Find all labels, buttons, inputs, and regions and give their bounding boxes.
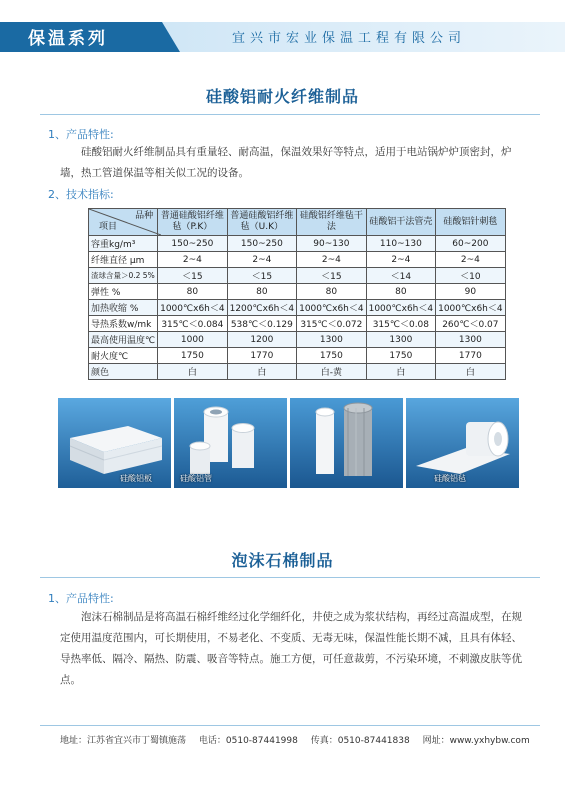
table-cell: ＜10 [436,268,506,284]
table-row [89,252,506,268]
header-banner [0,0,565,52]
table-cell: ＜14 [366,268,436,284]
table-cell: 150~250 [158,236,228,252]
table-cell: 1750 [297,348,367,364]
pipe-photo [174,398,287,488]
section1-features-heading: 1、产品特性: [48,128,114,141]
photo-caption: 硅酸铝板 [120,474,152,483]
row-label: 加热收缩 % [89,300,158,316]
section1-specs-heading: 2、技术指标: [48,188,114,201]
row-label: 耐火度℃ [89,348,158,364]
table-cell: 90 [436,284,506,300]
section2-features-heading: 1、产品特性: [48,592,114,605]
table-cell: 80 [227,284,297,300]
row-label: 最高使用温度℃ [89,332,158,348]
table-cell: 1770 [227,348,297,364]
table-cell: 1200℃x6h＜4 [227,300,297,316]
table-row [89,300,506,316]
table-cell: 110~130 [366,236,436,252]
table-cell: 80 [297,284,367,300]
footer-fax: 传真：0510-87441838 [310,736,410,746]
table-row [89,284,506,300]
footer-website: 网址：www.yxhybw.com [422,736,530,746]
spec-table-header [89,209,506,236]
table-cell: 1300 [297,332,367,348]
column-header: 硅酸铝纤维毡干法 [297,209,367,236]
table-cell: ＜15 [158,268,228,284]
table-cell: 80 [366,284,436,300]
footer-phone: 电话：0510-87441998 [198,736,298,746]
column-header: 硅酸铝针刺毯 [436,209,506,236]
table-cell: 白-黄 [297,364,367,380]
row-label: 容重kg/m³ [89,236,158,252]
row-label: 纤维直径 μm [89,252,158,268]
photo-caption: 硅酸铝毡 [434,474,466,483]
section1-title: 硅酸铝耐火纤维制品 [205,87,359,106]
section1-divider [40,114,540,115]
row-label: 弹性 % [89,284,158,300]
table-row [89,348,506,364]
footer-address: 地址：江苏省宜兴市丁蜀镇施荡 [60,736,187,746]
footer-divider [40,725,540,726]
roll-photo [290,398,403,488]
table-row [89,268,506,284]
table-cell: 315℃＜0.072 [297,316,367,332]
table-cell: 1000℃x6h＜4 [158,300,228,316]
section1-features-text: 硅酸铝耐火纤维制品具有重量轻、耐高温，保温效果好等特点，适用于电站锅炉炉顶密封，炉墙，热工管道保温等相关似工况的设备。 [60,146,512,179]
table-row [89,316,506,332]
company-name: 宜兴市宏业保温工程有限公司 [232,31,467,46]
row-label: 渣球含量＞0.2 5% [89,268,158,284]
table-cell: 1770 [436,348,506,364]
product-photo-strip [58,398,518,488]
table-row [89,364,506,380]
table-cell: 白 [436,364,506,380]
table-cell: 白 [366,364,436,380]
table-cell: ＜15 [297,268,367,284]
table-row [89,332,506,348]
table-cell: 2~4 [227,252,297,268]
table-cell: 1000 [158,332,228,348]
table-cell: 1750 [158,348,228,364]
table-cell: 260℃＜0.07 [436,316,506,332]
board-photo [58,398,171,488]
table-cell: 1750 [366,348,436,364]
corner-top-label: 品种 [135,211,154,221]
photo-caption: 硅酸铝管 [180,474,212,483]
spec-table-corner [89,209,158,236]
table-cell: 150~250 [227,236,297,252]
table-cell: ＜15 [227,268,297,284]
board-photo-image [58,398,171,488]
table-cell: 白 [227,364,297,380]
table-cell: 80 [158,284,228,300]
roll-photo-image [290,398,403,488]
spec-table [88,208,506,380]
column-header: 普通硅酸铝纤维毡（P.K） [158,209,228,236]
table-cell: 1200 [227,332,297,348]
blanket-photo [406,398,519,488]
section2-divider [40,577,540,578]
table-cell: 白 [158,364,228,380]
column-header: 硅酸铝干法管壳 [366,209,436,236]
series-title: 保温系列 [28,29,108,49]
table-cell: 1300 [436,332,506,348]
column-header: 普通硅酸铝纤维毡（U.K） [227,209,297,236]
row-label: 导热系数w/mk [89,316,158,332]
corner-bottom-label: 项目 [99,222,118,232]
table-cell: 2~4 [297,252,367,268]
table-cell: 538℃＜0.129 [227,316,297,332]
table-cell: 315℃＜0.084 [158,316,228,332]
table-cell: 1300 [366,332,436,348]
table-cell: 2~4 [436,252,506,268]
table-cell: 2~4 [366,252,436,268]
section2-title: 泡沫石棉制品 [231,551,334,570]
section2-features-text: 泡沫石棉制品是将高温石棉纤维经过化学细纤化，井使之成为浆状结构，再经过高温成型，在规定使用温度范围内，可长期使用，不易老化、不变质、无毒无味，保温性能长期不减，且具有体轻、导热率低、隔冷、隔热、防震、吸音等特点。施工方便，可任意裁剪，不污染环境，不刺激皮肤等优点。 [60,611,522,686]
table-row [89,236,506,252]
table-cell: 1000℃x6h＜4 [297,300,367,316]
table-cell: 1000℃x6h＜4 [366,300,436,316]
table-cell: 1000℃x6h＜4 [436,300,506,316]
row-label: 颜色 [89,364,158,380]
table-cell: 2~4 [158,252,228,268]
footer-contact [60,733,540,746]
table-cell: 315℃＜0.08 [366,316,436,332]
table-cell: 90~130 [297,236,367,252]
table-cell: 60~200 [436,236,506,252]
